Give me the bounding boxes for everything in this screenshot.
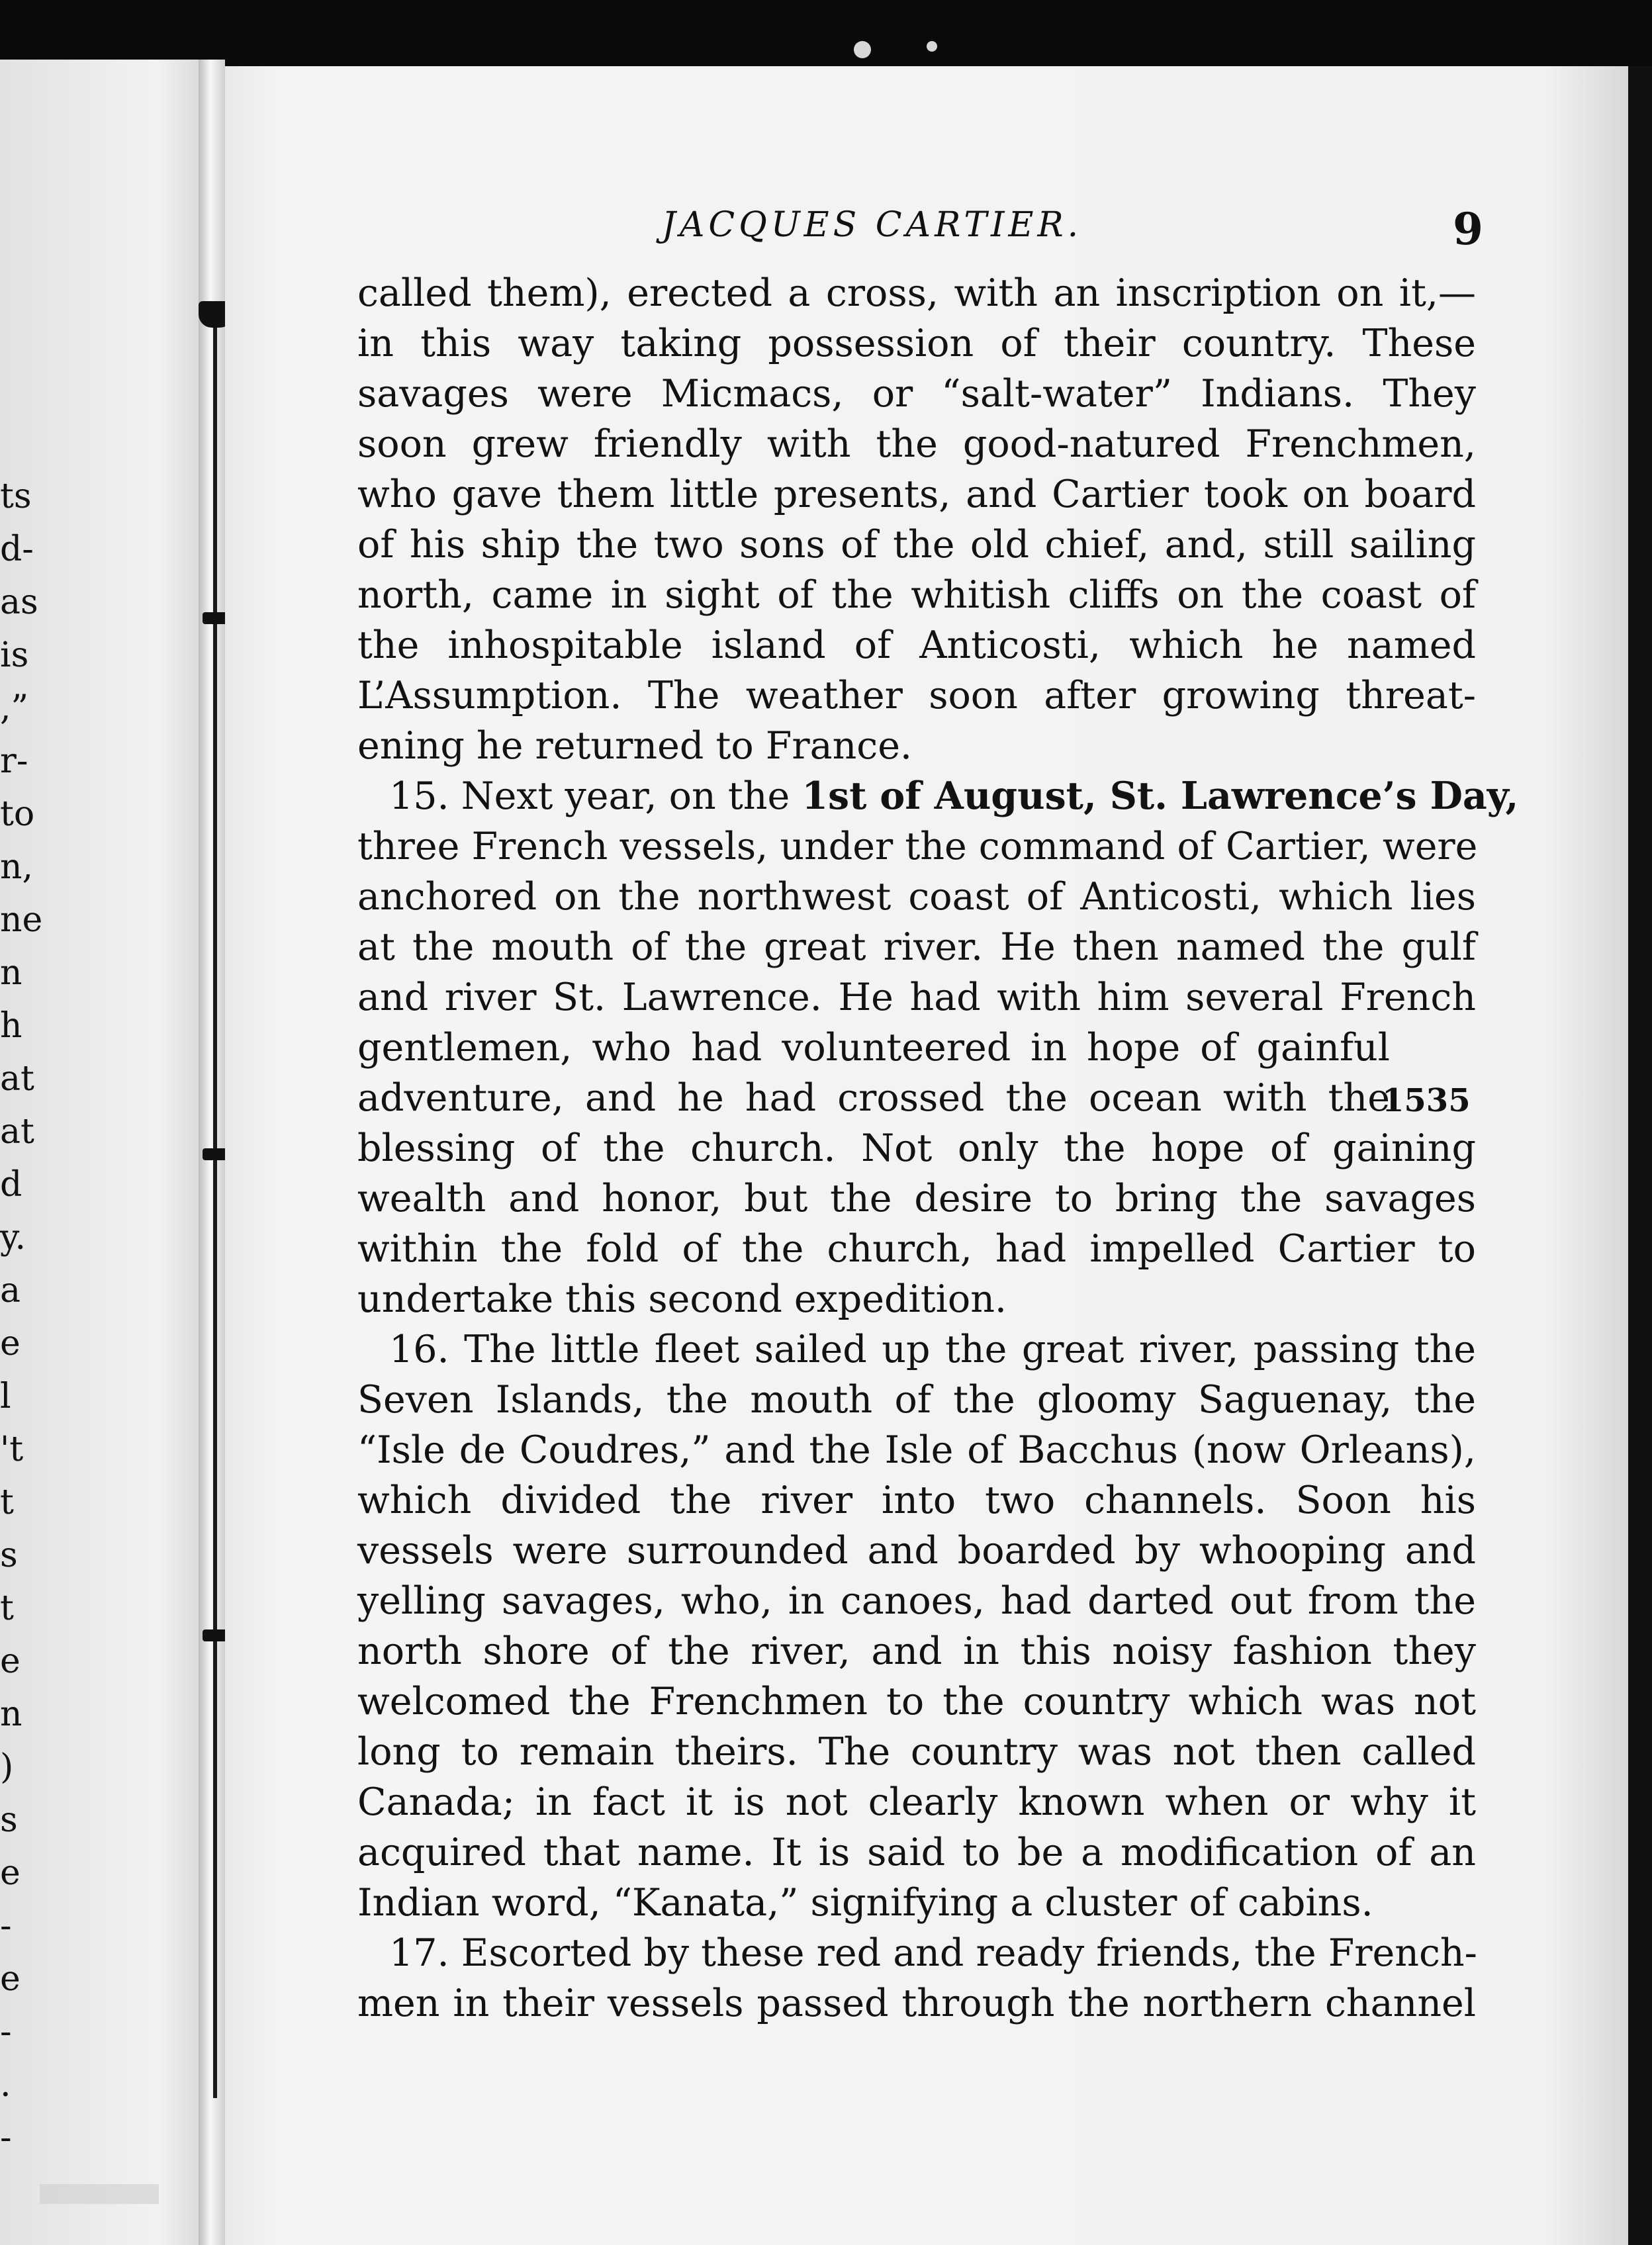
left-page-fragment: is [0,635,29,675]
text-line: in this way taking possession of their country. These [357,322,1476,365]
left-page-fragment: d- [0,529,34,569]
left-page-fragment: . [0,2065,11,2105]
text-line: yelling savages, who, in canoes, had darted out from the [357,1579,1476,1623]
scan-right-border [1628,66,1652,2245]
left-page-fragment: n, [0,847,34,887]
text-run: 15. Next year, on the [389,774,802,818]
text-line: called them), erected a cross, with an inscription on it,— [357,271,1476,315]
text-line: blessing of the church. Not only the hope of gaining [357,1126,1476,1170]
text-line: men in their vessels passed through the northern channel [357,1982,1476,2025]
text-line: undertake this second expedition. [357,1277,1007,1321]
left-page-fragment: n [0,953,23,993]
left-page-fragment: h [0,1006,23,1046]
running-head: JACQUES CARTIER. [662,205,1083,245]
left-page-fragment: e [0,1853,21,1893]
text-line: Canada; in fact it is not clearly known when or why it [357,1780,1476,1824]
text-line: north, came in sight of the whitish cliffs on the coast of [357,573,1476,617]
text-line: who gave them little presents, and Cartier took on board [357,473,1476,516]
text-line: three French vessels, under the command of Cartier, were [357,825,1478,868]
text-line: long to remain theirs. The country was not then called [357,1730,1476,1774]
text-line: Indian word, “Kanata,” signifying a cluster of cabins. [357,1881,1373,1925]
left-page-fragment: n [0,1694,23,1734]
left-page-fragment: a [0,1271,21,1310]
left-page-fragment: s [0,1800,18,1840]
left-page-fragment: to [0,794,35,834]
left-page-fragment: t [0,1588,14,1628]
text-line: within the fold of the church, had impelled Cartier to [357,1227,1476,1271]
text-line: adventure, and he had crossed the ocean with the [357,1076,1390,1120]
left-page-fragment: s [0,1535,18,1575]
text-line: wealth and honor, but the desire to bring the savages [357,1177,1476,1220]
left-page-fragment: y. [0,1218,26,1258]
left-page-edge [0,60,199,2245]
left-page-fragment: e [0,1324,21,1363]
text-line: 16. The little fleet sailed up the great river, passing the [389,1328,1476,1371]
left-page-fragment: - [0,1906,12,1946]
left-page-fragment: - [0,2012,12,2052]
page-body [357,268,1519,2029]
left-page-fragment: ) [0,1747,14,1787]
text-line: which divided the river into two channels. Soon his [357,1479,1476,1522]
text-line: the inhospitable island of Anticosti, which he named [357,623,1476,667]
binding-stitch [203,1148,228,1160]
binding-stitch [203,612,228,624]
left-page-fragment: e [0,1641,21,1681]
left-page-fragment: at [0,1059,34,1099]
binding-stitch [203,1629,228,1641]
text-line: acquired that name. It is said to be a modification of an [357,1831,1476,1874]
left-page-fragment: d [0,1165,23,1205]
text-line: savages were Micmacs, or “salt-water” Indians. They [357,372,1476,416]
left-page-fragment: at [0,1112,34,1152]
text-line: gentlemen, who had volunteered in hope of gainful [357,1026,1390,1070]
left-page-fragment: e [0,1959,21,1999]
left-page-fragment: as [0,582,38,622]
scan-speck [854,41,871,58]
left-page-fragment: r- [0,741,28,781]
text-line: Seven Islands, the mouth of the gloomy Saguenay, the [357,1378,1476,1422]
text-line: welcomed the Frenchmen to the country which was not [357,1680,1476,1723]
text-line: north shore of the river, and in this noisy fashion they [357,1629,1476,1673]
left-page-fragment: ts [0,477,32,516]
text-line: vessels were surrounded and boarded by whooping and [357,1529,1476,1573]
text-line: soon grew friendly with the good-natured Frenchmen, [357,422,1476,466]
bold-date-phrase: 1st of August, St. Lawrence’s Day, [802,774,1519,818]
scan-smudge [40,2184,159,2204]
text-line: and river St. Lawrence. He had with him several French [357,976,1476,1019]
text-line [357,771,1519,821]
margin-date: 1535 [1382,1082,1471,1119]
left-page-fragment: ne [0,900,43,940]
text-line: 17. Escorted by these red and ready friends, the French- [389,1931,1477,1975]
text-line: at the mouth of the great river. He then named the gulf [357,925,1476,969]
text-line: of his ship the two sons of the old chief, and, still sailing [357,523,1476,567]
left-page-fragment: - [0,2118,12,2158]
text-line: “Isle de Coudres,” and the Isle of Bacchus (now Orleans), [357,1428,1476,1472]
text-line: anchored on the northwest coast of Anticosti, which lies [357,875,1476,919]
left-page-fragment: 't [0,1430,24,1469]
text-line: ening he returned to France. [357,724,913,768]
scan-speck [927,41,937,52]
text-line: L’Assumption. The weather soon after growing threat- [357,674,1476,717]
left-page-fragment: t [0,1483,14,1522]
binding-thread [213,311,217,2098]
page-number: 9 [1453,203,1483,255]
left-page-fragment: l [0,1377,11,1416]
left-page-fragment: ,” [0,688,29,728]
